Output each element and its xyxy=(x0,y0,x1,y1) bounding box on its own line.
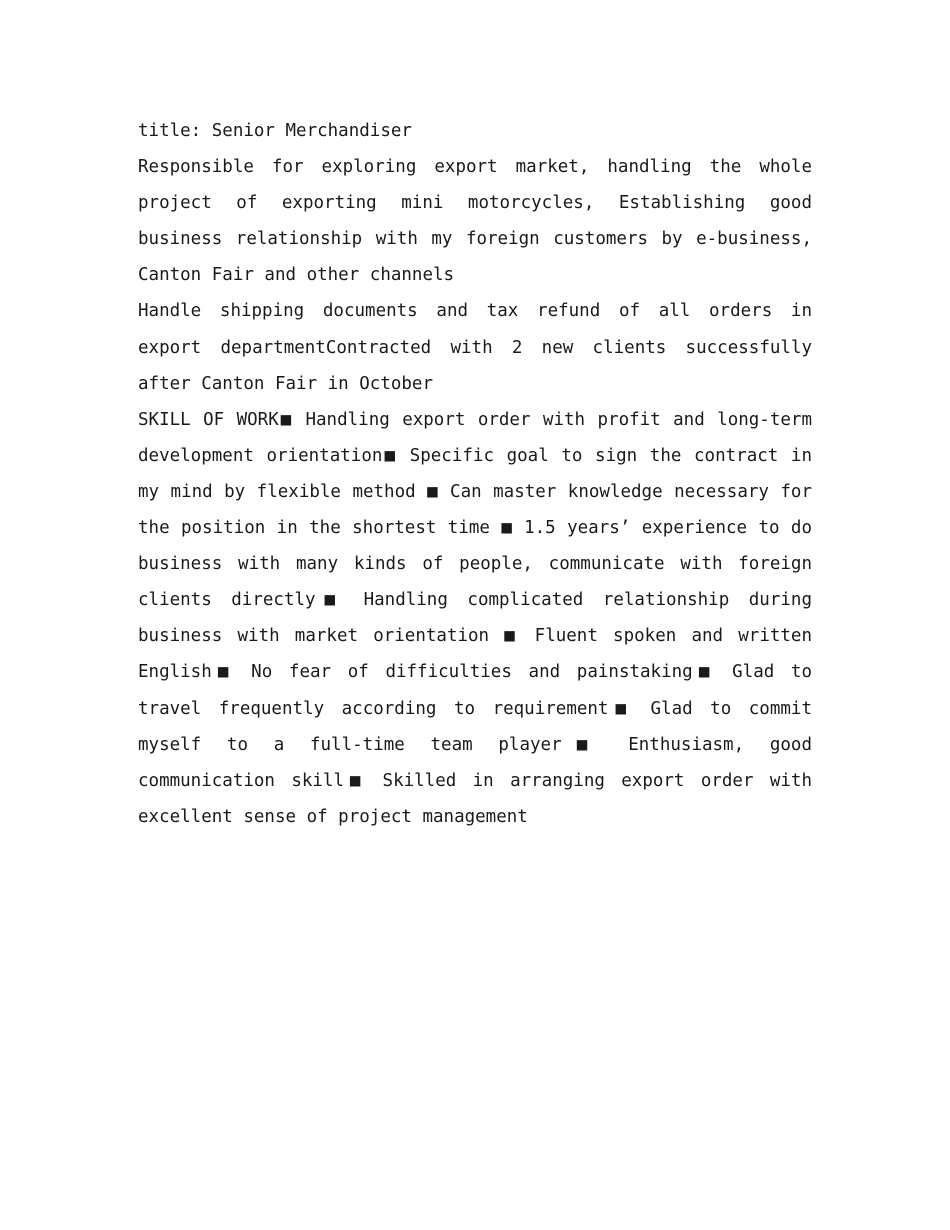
skills-paragraph: SKILL OF WORK■ Handling export order with profit and long-term development orientation■ Specific goal to sign the contract in my mind by flexible method ■ Can master knowledge necessary for the position in the shortest time ■ 1.5 years’ experience to do business with many kinds of people, communicate with foreign clients directly■ Handling complicated relationship during business with market orientation ■ Fluent spoken and written English■ No fear of difficulties and painstaking■ Glad to travel frequently according to requirement■ Glad to commit myself to a full-time team player■ Enthusiasm, good communication skill■ Skilled in arranging export order with excellent sense of project management xyxy=(138,409,812,827)
responsibilities-paragraph: Responsible for exploring export market, handling the whole project of exporting mini motorcycles, Establishing good business relationship with my foreign customers by e-business, Canton Fair and other channels xyxy=(138,157,812,286)
document-body xyxy=(138,113,812,835)
title-line: title: Senior Merchandiser xyxy=(138,121,412,141)
achievements-paragraph: Handle shipping documents and tax refund of all orders in export departmentContracted with 2 new clients successfully after Canton Fair in October xyxy=(138,301,812,394)
